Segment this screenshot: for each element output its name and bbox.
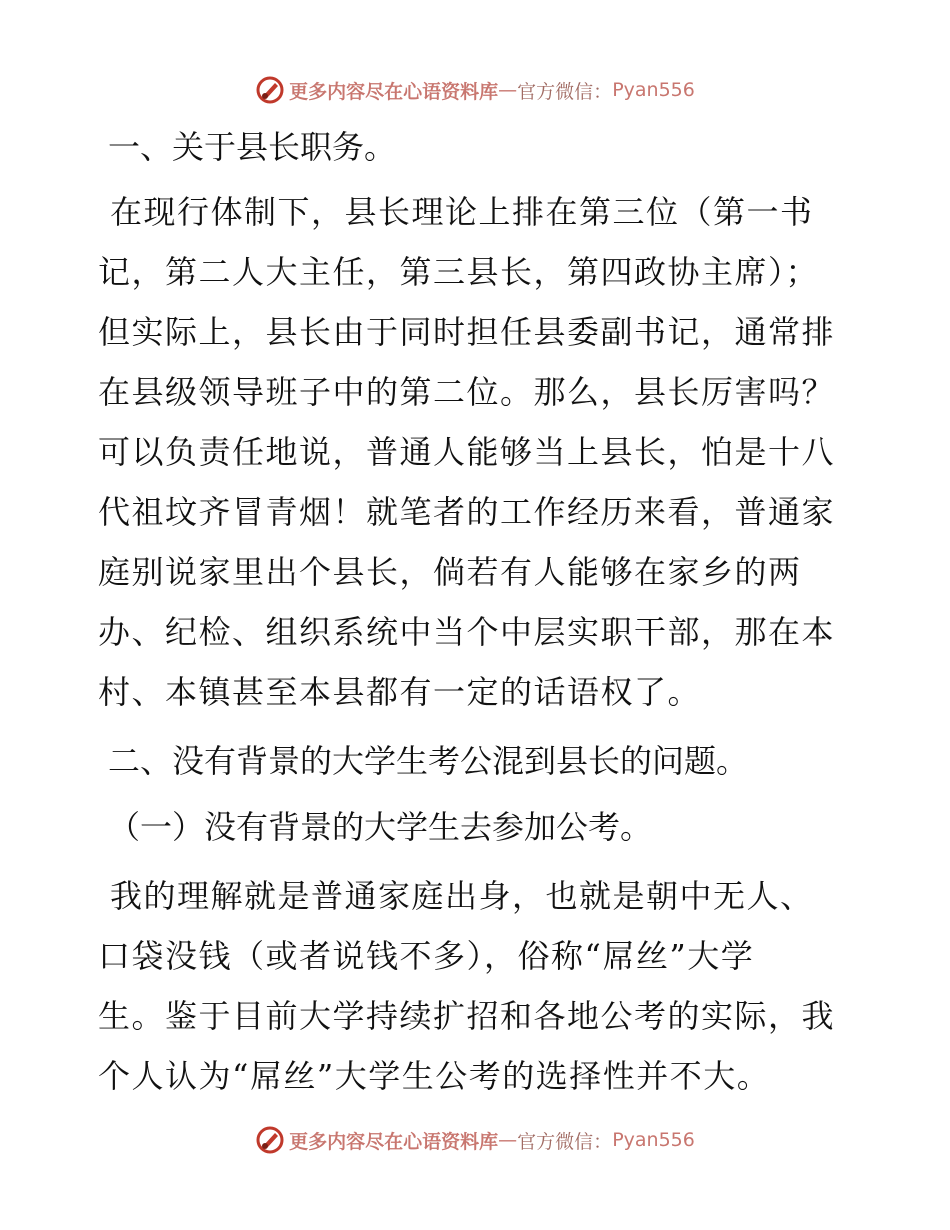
paragraph-line: 可以负责任地说，普通人能够当上县长，怕是十八	[98, 433, 836, 471]
banner-wechat-label: 官方微信：	[517, 80, 613, 103]
section-heading-1: 一、关于县长职务。	[108, 128, 397, 166]
paragraph-1	[98, 182, 858, 722]
banner-promo-text: 更多内容尽在心语资料库	[289, 1130, 499, 1153]
paragraph-2	[98, 866, 858, 1106]
brand-logo-icon	[255, 1125, 285, 1155]
brand-logo-icon	[255, 75, 285, 105]
subsection-heading-1: （一）没有背景的大学生去参加公考。	[108, 808, 653, 846]
banner-wechat-id: Pyan556	[612, 79, 695, 101]
paragraph-line: 但实际上，县长由于同时担任县委副书记，通常排	[98, 313, 836, 351]
section-heading-2: 二、没有背景的大学生考公混到县长的问题。	[108, 742, 749, 780]
paragraph-line: 口袋没钱（或者说钱不多），俗称“屌丝”大学	[98, 937, 755, 975]
paragraph-line: 村、本镇甚至本县都有一定的话语权了。	[98, 673, 702, 711]
header-watermark-banner	[0, 70, 950, 110]
paragraph-line: 记，第二人大主任，第三县长，第四政协主席）；	[98, 253, 820, 291]
paragraph-line: 代祖坟齐冒青烟！就笔者的工作经历来看，普通家	[98, 493, 836, 531]
banner-promo-text: 更多内容尽在心语资料库	[289, 80, 499, 103]
paragraph-line: 在现行体制下，县长理论上排在第三位（第一书	[110, 193, 814, 231]
paragraph-line: 我的理解就是普通家庭出身，也就是朝中无人、	[110, 877, 814, 915]
banner-dash: —	[498, 1129, 518, 1151]
paragraph-line: 在县级领导班子中的第二位。那么，县长厉害吗？	[98, 373, 836, 411]
footer-watermark-banner	[0, 1120, 950, 1160]
banner-wechat-label: 官方微信：	[517, 1130, 613, 1153]
document-body	[98, 120, 858, 1106]
banner-dash: —	[498, 79, 518, 101]
paragraph-line: 办、纪检、组织系统中当个中层实职干部，那在本	[98, 613, 836, 651]
banner-wechat-id: Pyan556	[612, 1129, 695, 1151]
paragraph-line: 生。鉴于目前大学持续扩招和各地公考的实际，我	[98, 997, 836, 1035]
paragraph-line: 庭别说家里出个县长，倘若有人能够在家乡的两	[98, 553, 802, 591]
paragraph-line: 个人认为“屌丝”大学生公考的选择性并不大。	[98, 1057, 771, 1095]
